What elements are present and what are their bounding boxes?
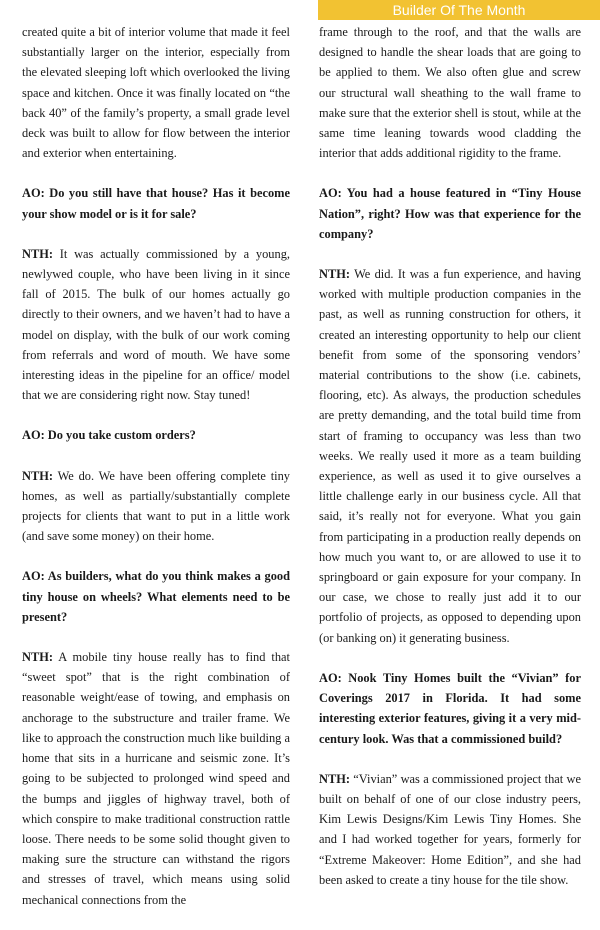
- question: AO: You had a house featured in “Tiny House Nation”, right? How was that experience for the company?: [319, 186, 581, 241]
- question: AO: Do you still have that house? Has it become your show model or is it for sale?: [22, 186, 290, 221]
- answer: [22, 647, 290, 910]
- speaker-label: NTH:: [22, 246, 53, 261]
- question: AO: Nook Tiny Homes built the “Vivian” for Coverings 2017 in Florida. It had some interesting exterior features, giving it a very mid-century look. Was that a commissioned build?: [319, 670, 581, 746]
- answer-text: It was actually commissioned by a young, newlywed couple, who have been living in it since fall of 2015. The bulk of our homes actually go directly to their owners, and we haven’t had to have a model on display, with the bulk of our work coming from referrals and word of mouth. We have some interesting ideas in the pipeline for an office/ model that we are considering right now. Stay tuned!: [22, 246, 290, 403]
- paragraph: frame through to the roof, and that the walls are designed to handle the shear loads that are going to be applied to them. We also often glue and screw our structural wall sheathing to the wall frame to make sure that the exterior shell is stout, while at the same time leaning towards wood cladding the interior that adds additional rigidity to the frame.: [319, 25, 581, 161]
- answer-text: We do. We have been offering complete tiny homes, as well as partially/substantially complete projects for clients that want to put in a little work (and save some money) on their home.: [22, 468, 290, 544]
- answer: [22, 466, 290, 547]
- section-banner: Builder Of The Month: [318, 0, 600, 20]
- speaker-label: NTH:: [319, 267, 350, 282]
- answer: [22, 244, 290, 406]
- left-column: [22, 22, 290, 930]
- answer: [319, 769, 581, 890]
- question: AO: As builders, what do you think makes a good tiny house on wheels? What elements need to be present?: [22, 569, 290, 624]
- answer: [319, 264, 581, 648]
- speaker-label: NTH:: [22, 468, 53, 483]
- answer-text: “Vivian” was a commissioned project that we built on behalf of one of our close industry peers, Kim Lewis Designs/Kim Lewis Tiny Homes. She and I had worked together for years, formerly for “Extreme Makeover: Home Edition”, and she had been asked to create a tiny house for the tile show.: [319, 771, 581, 887]
- answer-text: We did. It was a fun experience, and having worked with multiple production companies in the past, as well as running construction for others, it created an interesting opportunity to help our client benefit from some of the sponsoring vendors’ material contributions to the show (i.e. cabinets, flooring, etc). As always, the production schedules are pretty demanding, and the total build time from start of framing to occupancy was less than two weeks. We really used it more as a team building experience, as well as used it to give ourselves a little challenge early in our business cycle. All that said, it’s really not for everyone. What you gain from participating in a production really depends on how much you want to, or are allowed to use it to springboard or gain exposure for your company. In our case, we chose to really just add it to our portfolio of projects, as opposed to depending upon (or banking on) it generating business.: [319, 267, 581, 645]
- answer-text: A mobile tiny house really has to find that “sweet spot” that is the right combination of reasonable weight/ease of towing, and emphasis on anchorage to the substructure and trailer frame. We like to approach the construction much like building a home that sits in a hurricane and seismic zone. It’s going to be subjected to prolonged wind speed and the bumps and jiggles of highway travel, both of which conspire to make traditional construction rattle loose. There needs to be some solid thought given to making sure the structure can withstand the rigors and stresses of travel, which means using solid mechanical connections from the: [22, 650, 290, 907]
- right-column: [319, 22, 581, 910]
- speaker-label: NTH:: [22, 650, 53, 665]
- speaker-label: NTH:: [319, 771, 350, 786]
- question: AO: Do you take custom orders?: [22, 428, 196, 443]
- paragraph: created quite a bit of interior volume that made it feel substantially larger on the interior, especially from the elevated sleeping loft which overlooked the living space and kitchen. Once it was finally located on “the back 40” of the family’s property, a small grade level deck was built to allow for flow between the interior and exterior when entertaining.: [22, 25, 290, 161]
